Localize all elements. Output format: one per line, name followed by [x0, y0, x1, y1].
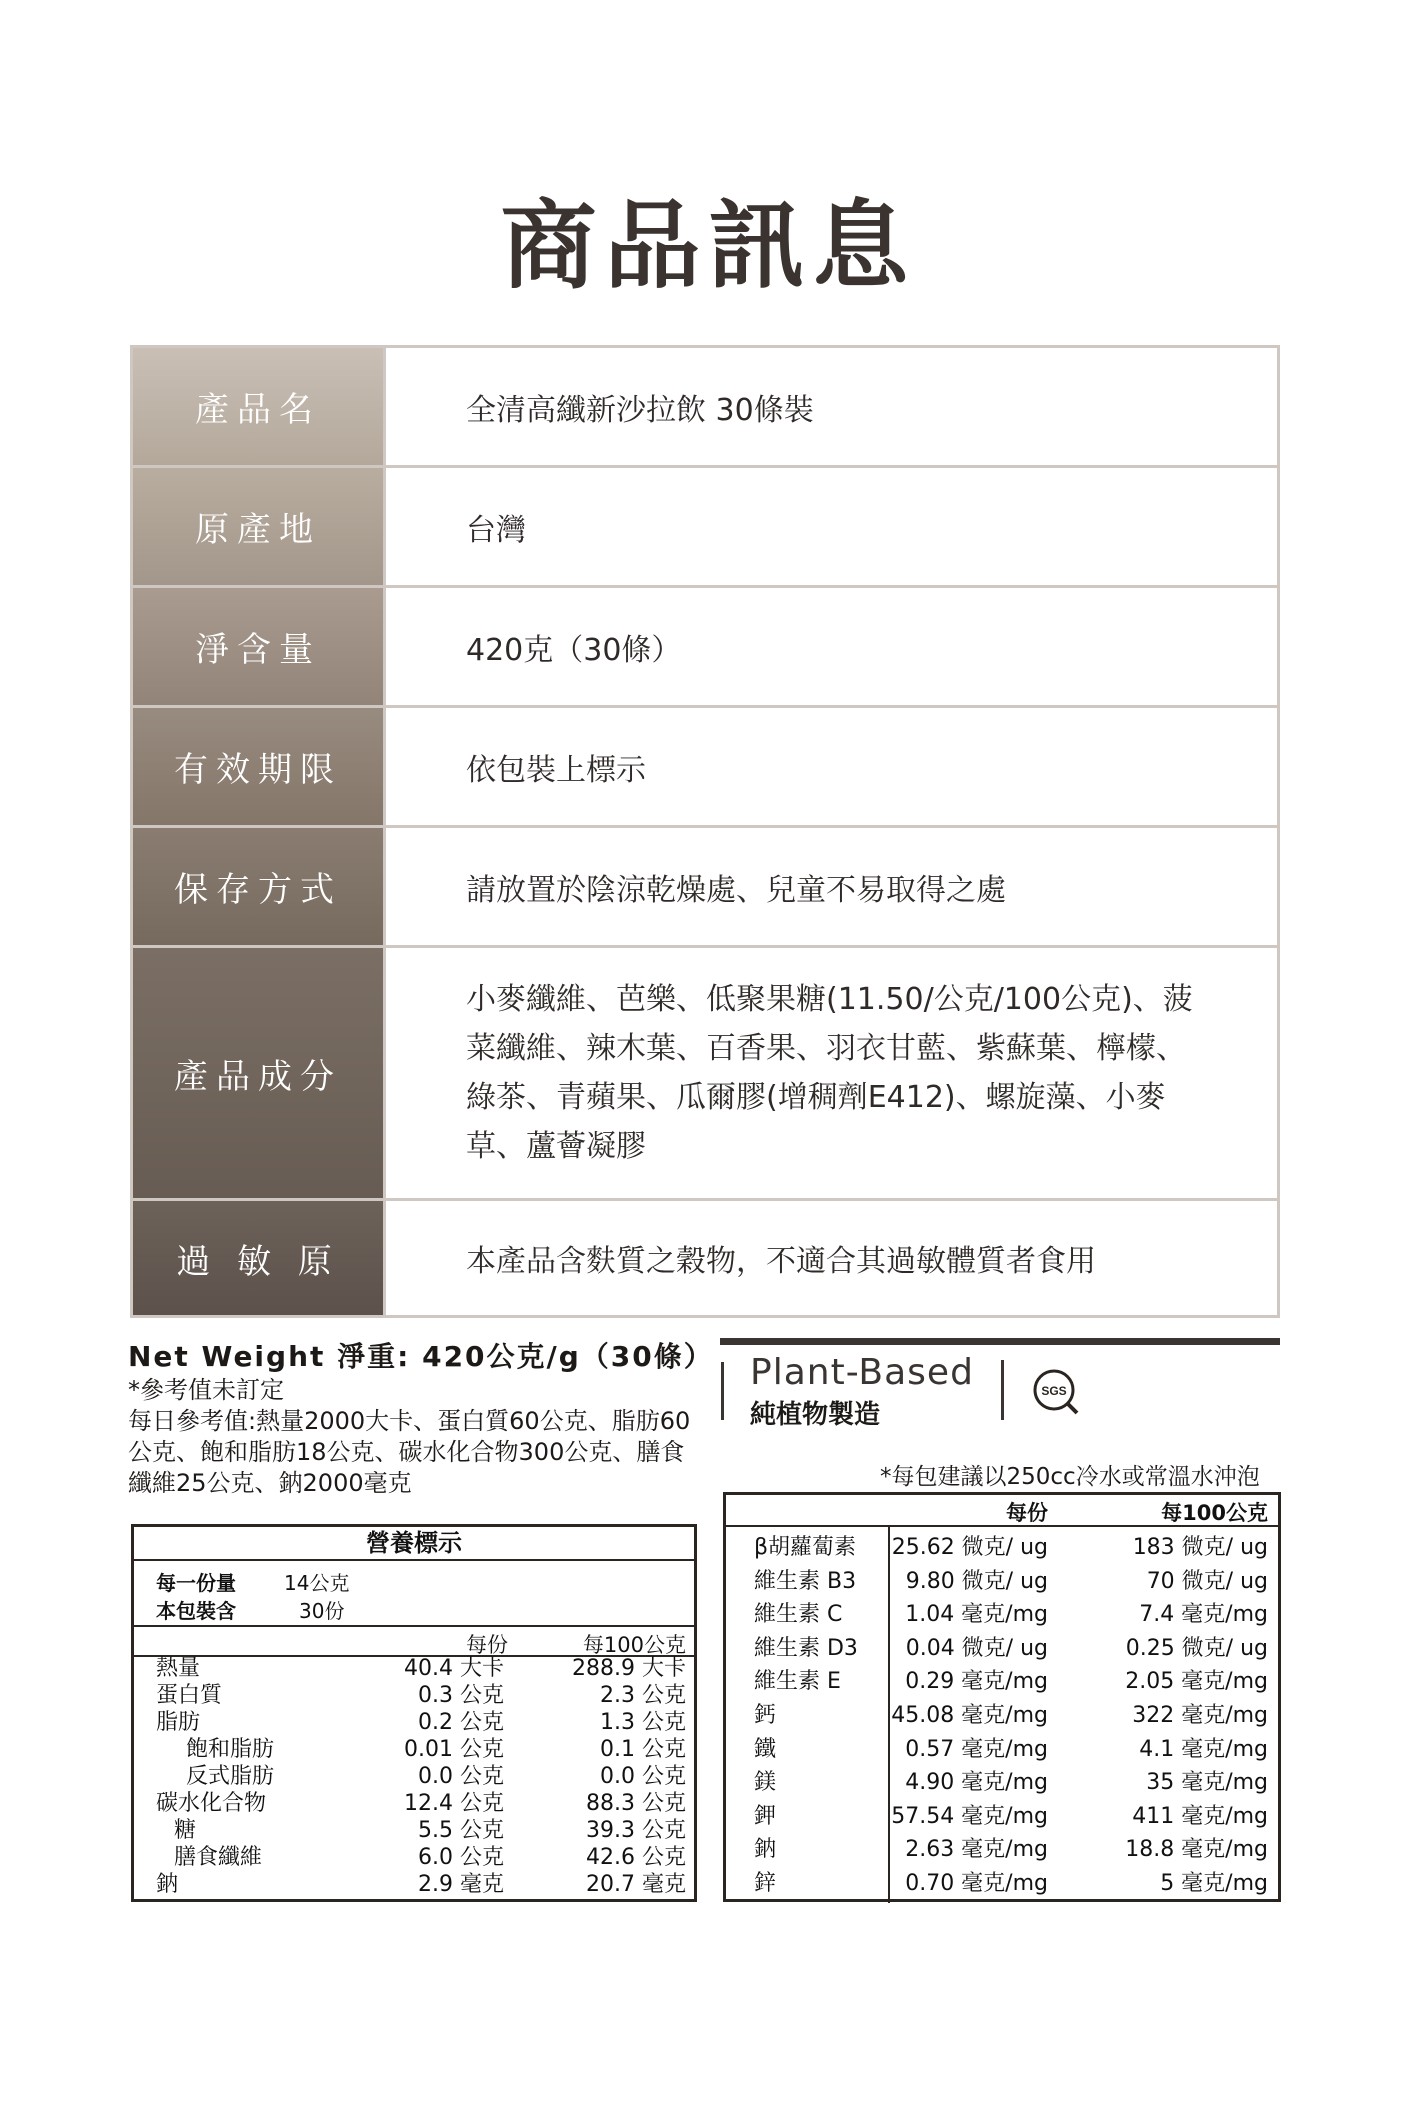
- vitamin-per-serving: 0.57 毫克/mg: [905, 1736, 1048, 1762]
- info-value: 本產品含麩質之穀物，不適合其過敏體質者食用: [466, 1244, 1096, 1279]
- nutrition-row: [134, 1682, 694, 1709]
- col-per-100g: 每100公克: [582, 1633, 686, 1657]
- vitamin-name: 鋅: [754, 1871, 777, 1896]
- vitamin-row: [726, 1733, 1278, 1767]
- nutrition-row: [134, 1709, 694, 1736]
- info-label: 過 敏 原: [133, 1201, 386, 1315]
- vitamin-per-100g: 70 微克/ ug: [1146, 1568, 1268, 1594]
- nutrient-per-100g: 0.1 公克: [600, 1737, 686, 1762]
- col-per-100g: 每100公克: [1161, 1501, 1268, 1525]
- nutrition-row: [134, 1763, 694, 1790]
- info-value: 小麥纖維、芭樂、低聚果糖(11.50/公克/100公克)、菠菜纖維、辣木葉、百香果、羽衣甘藍、紫蘇葉、檸檬、綠茶、青蘋果、瓜爾膠(增稠劑E412)、螺旋藻、小麥草、蘆薈凝膠: [466, 982, 1193, 1164]
- vitamin-row: [726, 1800, 1278, 1834]
- net-weight: Net Weight 淨重: 420公克/g（30條）: [128, 1340, 714, 1373]
- nutrient-name: 鈉: [156, 1872, 179, 1897]
- info-row-ingredients: [133, 945, 1277, 1198]
- vitamin-name: 維生素 B3: [754, 1568, 857, 1594]
- vitamin-name: 鈉: [754, 1837, 777, 1863]
- info-value: 請放置於陰涼乾燥處、兒童不易取得之處: [466, 872, 1006, 908]
- serving-info: [134, 1561, 694, 1627]
- nutrient-name: 蛋白質: [156, 1683, 223, 1708]
- vitamin-columns: [726, 1495, 1278, 1527]
- vitamin-per-serving: 45.08 毫克/mg: [891, 1703, 1048, 1728]
- nutrient-per-100g: 88.3 公克: [586, 1791, 686, 1816]
- vitamin-per-serving: 9.80 微克/ ug: [905, 1568, 1048, 1594]
- vitamin-per-100g: 7.4 毫克/mg: [1139, 1602, 1268, 1628]
- count-value: 30份: [299, 1599, 345, 1623]
- vitamin-per-serving: 0.04 微克/ ug: [905, 1635, 1048, 1661]
- vitamin-row: [726, 1699, 1278, 1733]
- nutrient-name: 脂肪: [156, 1710, 201, 1735]
- serving-label: 每一份量: [156, 1571, 236, 1595]
- nutrient-per-serving: 5.5 公克: [418, 1818, 504, 1843]
- vitamin-row: [726, 1598, 1278, 1632]
- vitamin-per-100g: 0.25 微克/ ug: [1125, 1635, 1268, 1661]
- nutrient-per-serving: 0.01 公克: [404, 1737, 504, 1762]
- vitamin-per-serving: 0.70 毫克/mg: [905, 1871, 1048, 1896]
- nutrient-per-100g: 42.6 公克: [586, 1845, 686, 1870]
- vitamin-per-serving: 1.04 毫克/mg: [905, 1602, 1048, 1628]
- product-info-table: [130, 345, 1280, 1318]
- nutrition-row: [134, 1844, 694, 1871]
- vitamin-per-serving: 4.90 毫克/mg: [905, 1770, 1048, 1796]
- vitamin-per-100g: 35 毫克/mg: [1146, 1770, 1268, 1796]
- vitamin-per-100g: 18.8 毫克/mg: [1125, 1837, 1268, 1863]
- vitamin-per-serving: 2.63 毫克/mg: [905, 1837, 1048, 1863]
- nutrition-row: [134, 1790, 694, 1817]
- nutrient-per-serving: 0.3 公克: [418, 1683, 504, 1708]
- vitamin-row: [726, 1833, 1278, 1867]
- nutrition-row: [134, 1736, 694, 1763]
- info-row-allergen: [133, 1198, 1277, 1315]
- info-value: 依包裝上標示: [466, 752, 646, 788]
- nutrient-per-100g: 39.3 公克: [586, 1818, 686, 1843]
- nutrient-per-serving: 12.4 公克: [404, 1791, 504, 1816]
- vitamin-name: 鉀: [754, 1803, 777, 1829]
- nutrient-name: 糖: [174, 1818, 197, 1843]
- vitamin-per-100g: 4.1 毫克/mg: [1139, 1736, 1268, 1762]
- nutrient-name: 飽和脂肪: [186, 1737, 275, 1762]
- vitamin-table: [723, 1492, 1281, 1902]
- vitamin-name: 鎂: [754, 1770, 777, 1796]
- info-label: 原產地: [133, 468, 386, 585]
- vitamin-per-serving: 0.29 毫克/mg: [905, 1669, 1048, 1695]
- info-value: 台灣: [466, 512, 526, 548]
- vitamin-name: 鐵: [754, 1736, 777, 1762]
- nutrition-columns: [134, 1627, 694, 1657]
- sgs-badge-icon: [1032, 1368, 1080, 1416]
- nutrient-per-serving: 0.2 公克: [418, 1710, 504, 1735]
- nutrient-per-serving: 6.0 公克: [418, 1845, 504, 1870]
- plant-based-title: Plant-Based: [750, 1352, 974, 1393]
- vitamin-per-100g: 2.05 毫克/mg: [1125, 1669, 1268, 1695]
- page-title: 商品訊息: [500, 189, 917, 302]
- nutrient-per-serving: 40.4 大卡: [404, 1656, 504, 1681]
- nutrient-per-serving: 0.0 公克: [418, 1764, 504, 1789]
- nutrient-name: 熱量: [156, 1656, 201, 1681]
- vitamin-name: 鈣: [754, 1703, 777, 1728]
- vitamin-row: [726, 1867, 1278, 1901]
- nutrition-row: [134, 1817, 694, 1844]
- vitamin-row: [726, 1565, 1278, 1599]
- nutrient-per-100g: 1.3 公克: [600, 1710, 686, 1735]
- reference-notes: [128, 1375, 708, 1499]
- nutrient-name: 碳水化合物: [156, 1791, 267, 1816]
- vitamin-row: [726, 1632, 1278, 1666]
- note-line: *參考值未訂定: [128, 1376, 284, 1404]
- info-value: 全清高纖新沙拉飲 30條裝: [466, 392, 814, 428]
- count-label: 本包裝含: [156, 1599, 236, 1623]
- info-label: 產品成分: [133, 948, 386, 1198]
- vitamin-row: [726, 1531, 1278, 1565]
- vitamin-per-serving: 57.54 毫克/mg: [891, 1803, 1048, 1829]
- info-value: 420克（30條）: [466, 632, 682, 668]
- brewing-tip: *每包建議以250cc冷水或常溫水沖泡: [880, 1464, 1260, 1490]
- divider-bar: [720, 1338, 1280, 1345]
- info-row-net-content: [133, 585, 1277, 705]
- vitamin-per-100g: 183 微克/ ug: [1132, 1535, 1268, 1560]
- info-row-name: [133, 348, 1277, 465]
- vitamin-per-100g: 322 毫克/mg: [1132, 1703, 1268, 1728]
- vitamin-name: 維生素 C: [754, 1602, 843, 1628]
- vitamin-row: [726, 1766, 1278, 1800]
- nutrition-header: 營養標示: [134, 1527, 694, 1561]
- vitamin-per-100g: 411 毫克/mg: [1132, 1803, 1268, 1829]
- nutrient-per-serving: 2.9 毫克: [418, 1872, 504, 1897]
- sgs-badge-label: SGS: [1041, 1384, 1067, 1398]
- vitamin-row: [726, 1665, 1278, 1699]
- vitamin-per-100g: 5 毫克/mg: [1160, 1871, 1268, 1896]
- nutrient-per-100g: 2.3 公克: [600, 1683, 686, 1708]
- nutrient-per-100g: 0.0 公克: [600, 1764, 686, 1789]
- info-row-expiry: [133, 705, 1277, 825]
- info-label: 保存方式: [133, 828, 386, 945]
- nutrient-name: 膳食纖維: [174, 1845, 263, 1870]
- vitamin-per-serving: 25.62 微克/ ug: [891, 1535, 1048, 1560]
- vitamin-name: 維生素 D3: [754, 1635, 858, 1661]
- info-row-origin: [133, 465, 1277, 585]
- serving-value: 14公克: [284, 1571, 350, 1595]
- nutrient-per-100g: 20.7 毫克: [586, 1872, 686, 1897]
- plant-based-subtitle: 純植物製造: [750, 1400, 881, 1430]
- info-label: 有效期限: [133, 708, 386, 825]
- info-label: 產品名: [133, 348, 386, 465]
- nutrition-row: [134, 1871, 694, 1898]
- info-label: 淨含量: [133, 588, 386, 705]
- vitamin-name: 維生素 E: [754, 1669, 841, 1695]
- col-per-serving: 每份: [466, 1633, 508, 1657]
- nutrition-row: [134, 1655, 694, 1682]
- divider: [1001, 1360, 1004, 1420]
- nutrition-table: [131, 1524, 697, 1902]
- nutrient-name: 反式脂肪: [186, 1764, 275, 1789]
- vitamin-name: β胡蘿蔔素: [754, 1535, 857, 1560]
- col-per-serving: 每份: [1006, 1501, 1048, 1525]
- divider: [721, 1362, 724, 1420]
- nutrient-per-100g: 288.9 大卡: [572, 1656, 686, 1681]
- note-line: 每日參考值:熱量2000大卡、蛋白質60公克、脂肪60公克、飽和脂肪18公克、碳水化合物300公克、膳食纖維25公克、鈉2000毫克: [128, 1407, 691, 1497]
- info-row-storage: [133, 825, 1277, 945]
